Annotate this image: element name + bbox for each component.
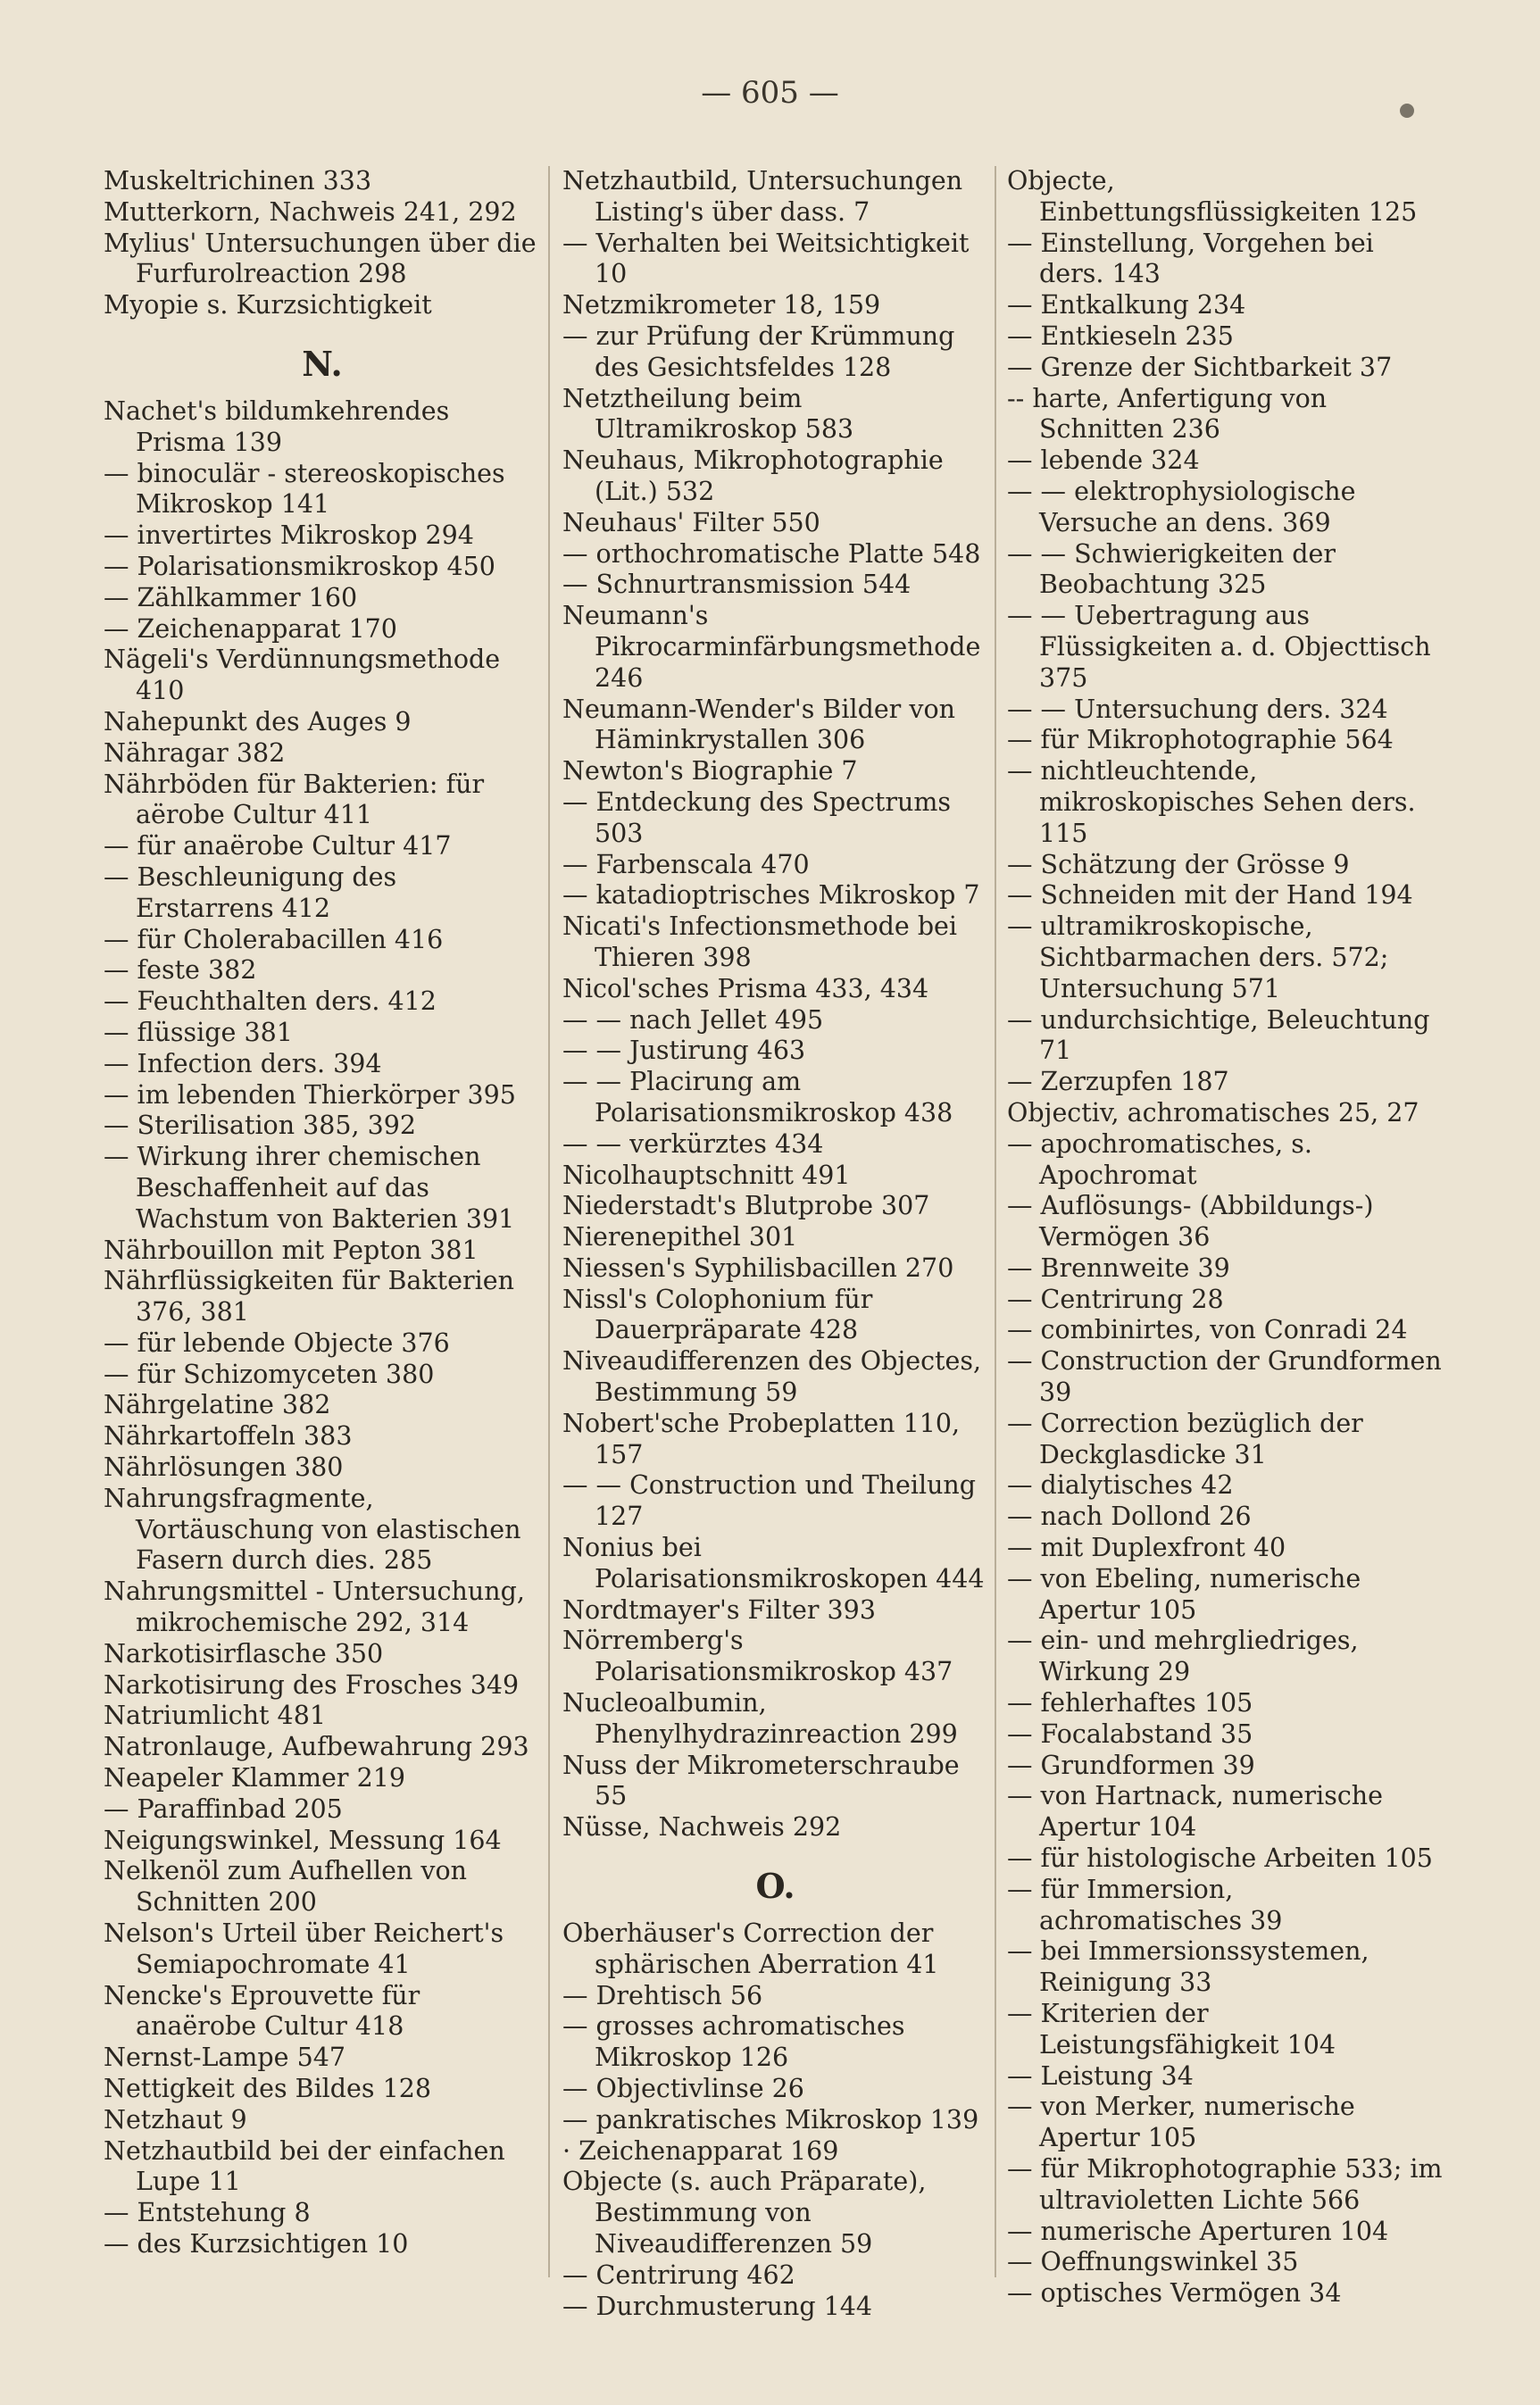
index-entry: Nährlösungen 380 [104, 1452, 344, 1483]
index-entry: — grosses achromatisches Mikroskop 126 [562, 2011, 905, 2073]
index-entry: — Verhalten bei Weitsichtigkeit 10 [562, 228, 970, 289]
index-entry: Mylius' Untersuchungen über die Furfurolreaction 298 [104, 228, 537, 289]
index-entry: — — elektrophysiologische Versuche an dens. 369 [1007, 476, 1356, 537]
index-entry: — Grundformen 39 [1007, 1750, 1255, 1780]
index-entry: Nordtmayer's Filter 393 [562, 1594, 876, 1625]
index-entry: Neapeler Klammer 219 [104, 1763, 405, 1793]
ink-smudge [1400, 104, 1414, 118]
index-entry: — Entstehung 8 [104, 2198, 311, 2228]
index-entry: Netztheilung beim Ultramikroskop 583 [562, 383, 854, 445]
index-entry: — für Schizomyceten 380 [104, 1359, 435, 1389]
index-entry: Neumann-Wender's Bilder von Häminkrystallen 306 [562, 694, 955, 755]
index-entry: Niveaudifferenzen des Objectes, Bestimmung 59 [562, 1346, 982, 1408]
index-entry: — flüssige 381 [104, 1017, 293, 1047]
index-entry: Nüsse, Nachweis 292 [562, 1812, 842, 1843]
index-entry: — für lebende Objecte 376 [104, 1327, 450, 1358]
column-divider [995, 166, 996, 2277]
index-entry: Oberhäuser's Correction der sphärischen Aberration 41 [562, 1918, 939, 1979]
index-entry: — — Justirung 463 [562, 1036, 806, 1066]
section-letter: N. [302, 343, 343, 384]
index-entry: — von Hartnack, numerische Apertur 104 [1007, 1781, 1384, 1843]
index-entry: — — Placirung am Polarisationsmikroskop 438 [562, 1067, 953, 1128]
index-entry: — für Mikrophotographie 533; im ultravioletten Lichte 566 [1007, 2154, 1443, 2215]
column-divider [548, 166, 550, 2277]
index-entry: — Zerzupfen 187 [1007, 1067, 1229, 1097]
index-entry: — Feuchthalten ders. 412 [104, 986, 437, 1017]
index-entry: Nicol'sches Prisma 433, 434 [562, 973, 929, 1003]
index-entry: Netzhaut 9 [104, 2104, 247, 2135]
index-entry: Natronlauge, Aufbewahrung 293 [104, 1732, 529, 1762]
index-entry: — für histologische Arbeiten 105 [1007, 1843, 1433, 1874]
index-entry: Myopie s. Kurzsichtigkeit [104, 290, 432, 320]
index-entry: — fehlerhaftes 105 [1007, 1688, 1253, 1718]
index-entry: — Brennweite 39 [1007, 1252, 1230, 1283]
index-entry: Nencke's Eprouvette für anaërobe Cultur 418 [104, 1980, 420, 2042]
index-entry: Nelson's Urteil über Reichert's Semiapochromate 41 [104, 1918, 504, 1979]
index-entry: — lebende 324 [1007, 445, 1200, 476]
index-entry: Objecte, Einbettungsflüssigkeiten 125 [1007, 166, 1418, 227]
index-entry: Nährgelatine 382 [104, 1390, 331, 1420]
index-entry: Narkotisirung des Frosches 349 [104, 1669, 520, 1700]
index-entry: Nährflüssigkeiten für Bakterien 376, 381 [104, 1266, 514, 1327]
index-entry: — undurchsichtige, Beleuchtung 71 [1007, 1004, 1430, 1066]
index-entry: — von Merker, numerische Apertur 105 [1007, 2092, 1355, 2153]
index-entry: Nahepunkt des Auges 9 [104, 706, 412, 736]
index-entry: — ultramikroskopische, Sichtbarmachen ders. 572; Untersuchung 571 [1007, 911, 1389, 1003]
index-entry: Niederstadt's Blutprobe 307 [562, 1191, 930, 1221]
index-entry: Muskeltrichinen 333 [104, 166, 372, 196]
index-entry: — Kriterien der Leistungsfähigkeit 104 [1007, 1999, 1336, 2060]
index-entry: Netzmikrometer 18, 159 [562, 290, 881, 320]
index-entry: — Drehtisch 56 [562, 1980, 763, 2010]
index-column-1 [104, 166, 541, 2260]
index-entry: Nahrungsmittel - Untersuchung, mikrochemische 292, 314 [104, 1577, 525, 1638]
index-entry: Neumann's Pikrocarminfärbungsmethode 246 [562, 601, 981, 693]
section-letter: O. [755, 1866, 795, 1907]
index-entry: Natriumlicht 481 [104, 1701, 326, 1731]
index-entry: Nucleoalbumin, Phenylhydrazinreaction 299 [562, 1688, 958, 1749]
index-entry: — optisches Vermögen 34 [1007, 2278, 1342, 2309]
index-entry: Netzhautbild bei der einfachen Lupe 11 [104, 2135, 505, 2197]
index-entry: Objecte (s. auch Präparate), Bestimmung von Niveaudifferenzen 59 [562, 2167, 927, 2259]
index-entry: Nernst-Lampe 547 [104, 2043, 346, 2073]
index-entry: — für Immersion, achromatisches 39 [1007, 1874, 1283, 1935]
index-entry: — Farbenscala 470 [562, 849, 810, 879]
index-entry: — Zeichenapparat 170 [104, 613, 397, 644]
index-entry: — nach Dollond 26 [1007, 1502, 1252, 1532]
index-entry: Neuhaus, Mikrophotographie (Lit.) 532 [562, 445, 944, 506]
index-entry: Niessen's Syphilisbacillen 270 [562, 1252, 954, 1283]
index-entry: — binoculär - stereoskopisches Mikroskop 141 [104, 458, 505, 520]
index-entry: — Leistung 34 [1007, 2060, 1194, 2091]
index-entry: Nicati's Infectionsmethode bei Thieren 398 [562, 911, 958, 972]
index-entry: — katadioptrisches Mikroskop 7 [562, 880, 980, 911]
index-entry: Newton's Biographie 7 [562, 756, 858, 786]
index-entry: — Entdeckung des Spectrums 503 [562, 786, 952, 848]
index-entry: — Paraffinbad 205 [104, 1793, 343, 1824]
index-entry: — mit Duplexfront 40 [1007, 1533, 1286, 1563]
index-entry: — — Untersuchung ders. 324 [1007, 694, 1388, 724]
index-entry: — — Construction und Theilung 127 [562, 1470, 977, 1532]
index-entry: — combinirtes, von Conradi 24 [1007, 1315, 1408, 1345]
index-entry: — im lebenden Thierkörper 395 [104, 1079, 516, 1110]
index-entry: — von Ebeling, numerische Apertur 105 [1007, 1563, 1361, 1625]
index-entry: — orthochromatische Platte 548 [562, 538, 981, 569]
index-entry: — Einstellung, Vorgehen bei ders. 143 [1007, 228, 1374, 289]
index-entry: — Infection ders. 394 [104, 1048, 382, 1078]
index-entry: — Centrirung 462 [562, 2259, 795, 2290]
index-entry: — Entkalkung 234 [1007, 290, 1246, 320]
index-entry: Nägeli's Verdünnungsmethode 410 [104, 645, 501, 706]
index-entry: — Durchmusterung 144 [562, 2291, 873, 2321]
index-entry: Nuss der Mikrometerschraube 55 [562, 1750, 960, 1811]
index-entry: Nelkenöl zum Aufhellen von Schnitten 200 [104, 1856, 468, 1918]
index-entry: — numerische Aperturen 104 [1007, 2216, 1389, 2246]
index-entry: Mutterkorn, Nachweis 241, 292 [104, 196, 517, 227]
index-entry: — Focalabstand 35 [1007, 1718, 1253, 1749]
index-entry: Nierenepithel 301 [562, 1222, 798, 1252]
index-entry: Nissl's Colophonium für Dauerpräparate 428 [562, 1284, 873, 1345]
index-entry: Nettigkeit des Bildes 128 [104, 2074, 431, 2104]
index-entry: — Entkieseln 235 [1007, 320, 1234, 351]
index-entry: — des Kurzsichtigen 10 [104, 2229, 409, 2259]
index-entry: · Zeichenapparat 169 [562, 2135, 839, 2166]
index-entry: — Wirkung ihrer chemischen Beschaffenheit auf das Wachstum von Bakterien 391 [104, 1142, 515, 1234]
index-entry: Nicolhauptschnitt 491 [562, 1160, 851, 1190]
index-entry: — Schnurtransmission 544 [562, 570, 912, 600]
index-entry: Neuhaus' Filter 550 [562, 507, 820, 537]
index-entry: Nachet's bildumkehrendes Prisma 139 [104, 395, 450, 457]
index-entry: — — verkürztes 434 [562, 1128, 824, 1159]
index-entry: — — nach Jellet 495 [562, 1004, 824, 1035]
index-entry: Nahrungsfragmente, Vortäuschung von elastischen Fasern durch dies. 285 [104, 1483, 521, 1576]
index-entry: — Grenze der Sichtbarkeit 37 [1007, 352, 1393, 382]
index-column-3 [1007, 166, 1443, 2309]
index-entry: — feste 382 [104, 955, 257, 986]
index-entry: — — Schwierigkeiten der Beobachtung 325 [1007, 538, 1336, 600]
index-entry: Netzhautbild, Untersuchungen Listing's über dass. 7 [562, 166, 963, 227]
index-entry: — Centrirung 28 [1007, 1284, 1224, 1314]
index-entry: — ein- und mehrgliedriges, Wirkung 29 [1007, 1626, 1359, 1687]
index-entry: Neigungswinkel, Messung 164 [104, 1825, 502, 1855]
index-entry: — invertirtes Mikroskop 294 [104, 520, 474, 551]
index-entry: Nähragar 382 [104, 737, 286, 768]
index-entry: — Oeffnungswinkel 35 [1007, 2247, 1299, 2277]
index-entry: — — Uebertragung aus Flüssigkeiten a. d. Objecttisch 375 [1007, 601, 1431, 693]
index-entry: Nährkartoffeln 383 [104, 1421, 353, 1452]
index-entry: Nörremberg's Polarisationsmikroskop 437 [562, 1626, 953, 1687]
index-entry: — bei Immersionssystemen, Reinigung 33 [1007, 1936, 1369, 1998]
index-entry: Objectiv, achromatisches 25, 27 [1007, 1097, 1419, 1128]
index-entry: — Schneiden mit der Hand 194 [1007, 880, 1413, 911]
index-entry: — nichtleuchtende, mikroskopisches Sehen ders. 115 [1007, 756, 1416, 848]
index-entry: — Construction der Grundformen 39 [1007, 1346, 1442, 1408]
index-entry: Nährböden für Bakterien: für aërobe Cultur 411 [104, 769, 485, 830]
index-entry: Nobert'sche Probeplatten 110, 157 [562, 1408, 961, 1469]
index-entry: — Objectivlinse 26 [562, 2074, 804, 2104]
index-entry: — zur Prüfung der Krümmung des Gesichtsfeldes 128 [562, 320, 955, 382]
index-column-2 [562, 166, 988, 2322]
index-entry: Narkotisirflasche 350 [104, 1638, 384, 1669]
index-entry: — dialytisches 42 [1007, 1470, 1234, 1501]
index-entry: — Sterilisation 385, 392 [104, 1111, 417, 1141]
index-entry: — Correction bezüglich der Deckglasdicke 31 [1007, 1408, 1363, 1469]
index-entry: Nonius bei Polarisationsmikroskopen 444 [562, 1533, 985, 1594]
index-entry: — Schätzung der Grösse 9 [1007, 849, 1350, 879]
index-entry: — Polarisationsmikroskop 450 [104, 551, 495, 581]
index-entry: — für Cholerabacillen 416 [104, 924, 444, 954]
index-entry: — Beschleunigung des Erstarrens 412 [104, 861, 397, 923]
index-entry: — für Mikrophotographie 564 [1007, 725, 1394, 755]
index-entry: — pankratisches Mikroskop 139 [562, 2104, 979, 2135]
index-entry: Nährbouillon mit Pepton 381 [104, 1235, 479, 1265]
index-entry: — apochromatisches, s. Apochromat [1007, 1128, 1312, 1190]
index-entry: — Zählkammer 160 [104, 582, 358, 612]
index-entry: -- harte, Anfertigung von Schnitten 236 [1007, 383, 1328, 445]
index-entry: — Auflösungs- (Abbildungs-) Vermögen 36 [1007, 1191, 1374, 1252]
index-entry: — für anaërobe Cultur 417 [104, 831, 452, 861]
page-number: — 605 — [701, 75, 839, 111]
